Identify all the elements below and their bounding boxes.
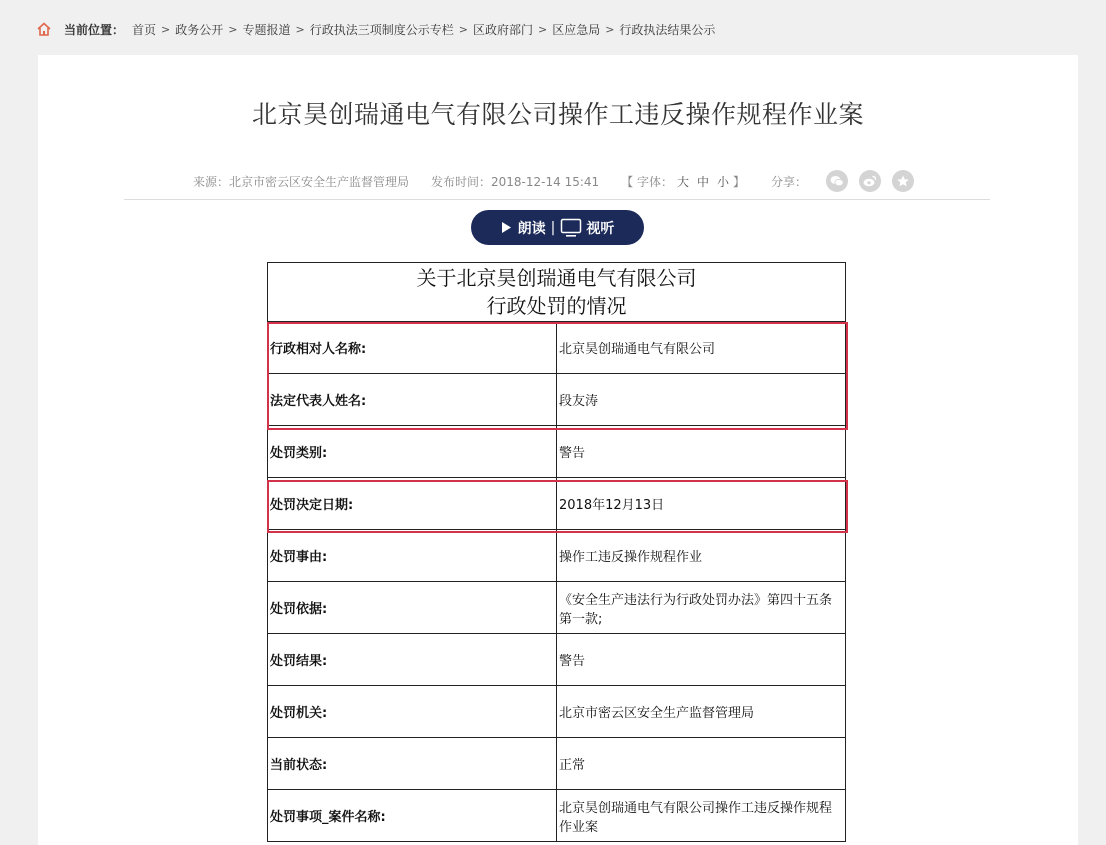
table-row	[268, 738, 846, 790]
row-value: 警告	[557, 634, 846, 686]
article-source: 来源：北京市密云区安全生产监督管理局	[193, 174, 410, 189]
font-size-medium[interactable]: 中	[697, 174, 710, 189]
row-value: 正常	[557, 738, 846, 790]
row-value: 北京昊创瑞通电气有限公司操作工违反操作规程作业案	[557, 790, 846, 842]
breadcrumb-home[interactable]: 首页	[132, 22, 157, 37]
video-button[interactable]	[560, 218, 614, 238]
row-label: 处罚事项_案件名称:	[268, 790, 557, 842]
play-icon	[501, 221, 512, 234]
font-size-large[interactable]: 大	[676, 174, 689, 189]
breadcrumb-gov-affairs[interactable]: 政务公开	[175, 22, 224, 37]
weibo-icon[interactable]	[859, 170, 881, 192]
content-panel	[38, 55, 1078, 845]
breadcrumb-separator: >	[605, 22, 615, 36]
font-size-suffix: 】	[733, 174, 746, 189]
breadcrumb-district-departments[interactable]: 区政府部门	[472, 22, 533, 37]
row-value: 《安全生产违法行为行政处罚办法》第四十五条第一款;	[557, 582, 846, 634]
table-row	[268, 426, 846, 478]
row-value: 北京昊创瑞通电气有限公司	[557, 322, 846, 374]
table-row	[268, 790, 846, 842]
share-label: 分享：	[771, 174, 808, 189]
monitor-icon	[560, 218, 582, 238]
listen-separator: |	[550, 219, 556, 236]
row-label: 处罚类别:	[268, 426, 557, 478]
home-icon[interactable]	[36, 20, 54, 38]
breadcrumb-separator: >	[458, 22, 468, 36]
row-label: 处罚结果:	[268, 634, 557, 686]
article-meta	[193, 170, 914, 192]
row-label: 当前状态:	[268, 738, 557, 790]
font-size-prefix: 【 字体：	[621, 174, 673, 189]
table-row	[268, 686, 846, 738]
meta-divider	[124, 199, 990, 200]
breadcrumb-separator: >	[161, 22, 171, 36]
breadcrumb-separator: >	[537, 22, 548, 36]
row-label: 处罚事由:	[268, 530, 557, 582]
table-row	[268, 530, 846, 582]
breadcrumb-emergency-bureau[interactable]: 区应急局	[552, 22, 601, 37]
breadcrumb	[36, 18, 715, 40]
table-row	[268, 634, 846, 686]
table-row	[268, 374, 846, 426]
breadcrumb-special-report[interactable]: 专题报道	[242, 22, 291, 37]
page-title: 北京昊创瑞通电气有限公司操作工违反操作规程作业案	[251, 100, 864, 129]
table-heading-line1: 关于北京昊创瑞通电气有限公司	[416, 266, 697, 290]
wechat-icon[interactable]	[826, 170, 848, 192]
read-aloud-label: 朗读	[517, 220, 546, 237]
listen-bar	[471, 210, 644, 245]
video-label: 视听	[586, 220, 615, 237]
breadcrumb-separator: >	[228, 22, 238, 36]
table-row	[268, 322, 846, 374]
row-label: 处罚机关:	[268, 686, 557, 738]
row-value: 北京市密云区安全生产监督管理局	[557, 686, 846, 738]
breadcrumb-separator: >	[295, 22, 305, 36]
row-value: 段友涛	[557, 374, 846, 426]
row-label: 处罚依据:	[268, 582, 557, 634]
table-row	[268, 478, 846, 530]
table-heading	[268, 263, 846, 322]
row-value: 操作工违反操作规程作业	[557, 530, 846, 582]
table-row	[268, 582, 846, 634]
breadcrumb-label: 当前位置：	[64, 22, 125, 37]
star-icon[interactable]	[892, 170, 914, 192]
font-size-small[interactable]: 小	[717, 174, 730, 189]
row-label: 行政相对人名称:	[268, 322, 557, 374]
breadcrumb-enforcement-column[interactable]: 行政执法三项制度公示专栏	[309, 22, 454, 37]
row-value: 2018年12月13日	[557, 478, 846, 530]
row-label: 法定代表人姓名:	[268, 374, 557, 426]
penalty-table	[267, 262, 846, 842]
table-heading-line2: 行政处罚的情况	[486, 294, 627, 318]
publish-time: 发布时间：2018-12-14 15:41	[431, 174, 600, 189]
read-aloud-button[interactable]	[501, 218, 546, 238]
row-value: 警告	[557, 426, 846, 478]
row-label: 处罚决定日期:	[268, 478, 557, 530]
breadcrumb-enforcement-results[interactable]: 行政执法结果公示	[619, 22, 716, 37]
